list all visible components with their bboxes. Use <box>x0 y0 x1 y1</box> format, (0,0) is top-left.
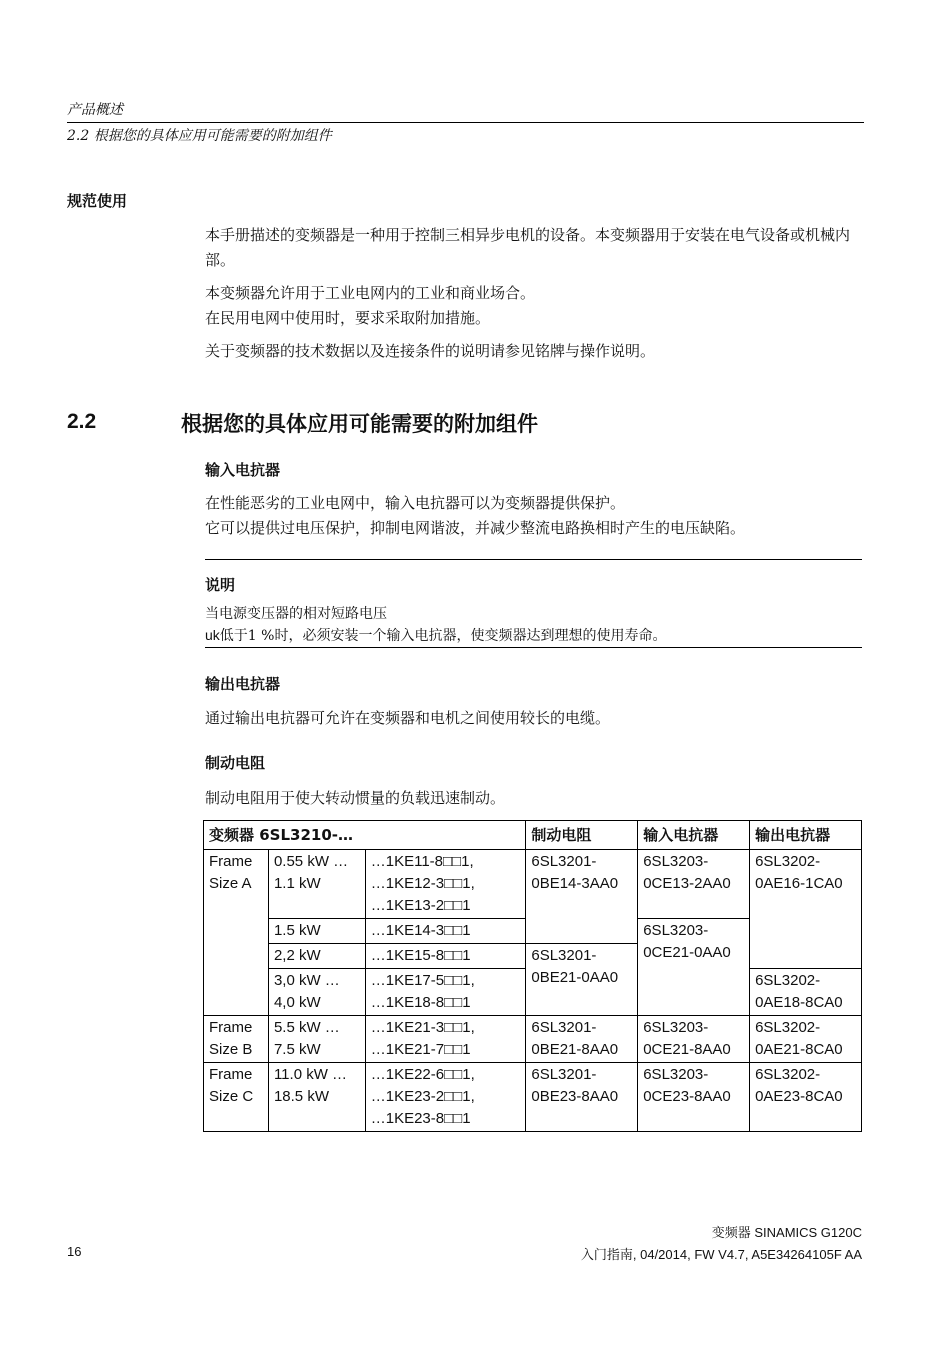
note-top-rule <box>205 559 862 560</box>
output-reactor-cell: 6SL3202- 0AE21-8CA0 <box>750 1016 862 1063</box>
note-line-1: 当电源变压器的相对短路电压 <box>205 606 387 622</box>
order-cell: …1KE22-6□□1, …1KE23-2□□1, …1KE23-8□□1 <box>365 1063 526 1132</box>
table-row <box>204 850 862 919</box>
input-reactor-line-1: 在性能恶劣的工业电网中，输入电抗器可以为变频器提供保护。 <box>205 494 626 512</box>
output-reactor-cell: 6SL3202- 0AE18-8CA0 <box>750 969 862 1016</box>
braking-resistor-heading: 制动电阻 <box>205 754 266 772</box>
section-number: 2.2 <box>67 410 97 433</box>
power-cell: 5.5 kW … 7.5 kW <box>268 1016 365 1063</box>
note-line-2-text: 低于1 %时，必须安装一个输入电抗器，使变频器达到理想的使用寿命。 <box>219 628 667 644</box>
output-reactor-heading: 输出电抗器 <box>205 675 281 693</box>
power-cell: 1.5 kW <box>268 919 365 944</box>
header-rule <box>67 122 864 123</box>
output-reactor-cell: 6SL3202- 0AE16-1CA0 <box>750 850 862 969</box>
input-reactor-cell: 6SL3203- 0CE21-0AA0 <box>638 919 750 1016</box>
frame-size-b: Frame Size B <box>204 1016 269 1063</box>
header-output-reactor: 输出电抗器 <box>750 821 862 850</box>
note-text <box>205 604 865 647</box>
input-reactor-cell: 6SL3203- 0CE23-8AA0 <box>638 1063 750 1132</box>
braking-resistor-text: 制动电阻用于使大转动惯量的负载迅速制动。 <box>205 789 506 807</box>
brake-cell: 6SL3201- 0BE21-0AA0 <box>526 944 638 1016</box>
footer-product: 变频器 SINAMICS G120C <box>711 1225 862 1240</box>
header-input-reactor: 输入电抗器 <box>638 821 750 850</box>
order-cell: …1KE11-8□□1, …1KE12-3□□1, …1KE13-2□□1 <box>365 850 526 919</box>
section-title: 根据您的具体应用可能需要的附加组件 <box>181 412 538 436</box>
power-cell: 0.55 kW … 1.1 kW <box>268 850 365 919</box>
note-symbol: uk <box>205 627 220 643</box>
header-braking-resistor: 制动电阻 <box>526 821 638 850</box>
footer-doc-info: 入门指南, 04/2014, FW V4.7, A5E34264105F AA <box>580 1247 862 1262</box>
order-cell: …1KE14-3□□1 <box>365 919 526 944</box>
note-line-2 <box>205 625 865 647</box>
input-reactor-line-2: 它可以提供过电压保护，抑制电网谐波，并减少整流电路换相时产生的电压缺陷。 <box>205 519 746 537</box>
proper-use-text <box>205 223 865 364</box>
input-reactor-text <box>205 491 865 541</box>
table-header-row <box>204 821 862 850</box>
output-reactor-text: 通过输出电抗器可允许在变频器和电机之间使用较长的电缆。 <box>205 709 611 727</box>
brake-cell: 6SL3201- 0BE21-8AA0 <box>526 1016 638 1063</box>
table-row <box>204 1016 862 1063</box>
power-cell: 3,0 kW … 4,0 kW <box>268 969 365 1016</box>
header-inverter: 变频器 6SL3210-… <box>204 821 526 850</box>
frame-size-a: Frame Size A <box>204 850 269 1016</box>
proper-use-para-4: 关于变频器的技术数据以及连接条件的说明请参见铭牌与操作说明。 <box>205 342 656 360</box>
proper-use-para-1: 本手册描述的变频器是一种用于控制三相异步电机的设备。本变频器用于安装在电气设备或机械内部。 <box>205 226 851 269</box>
input-reactor-heading: 输入电抗器 <box>205 461 281 479</box>
table-row <box>204 1063 862 1132</box>
page-number: 16 <box>67 1244 82 1259</box>
power-cell: 2,2 kW <box>268 944 365 969</box>
frame-size-c: Frame Size C <box>204 1063 269 1132</box>
proper-use-heading: 规范使用 <box>67 192 128 210</box>
proper-use-para-3: 在民用电网中使用时，要求采取附加措施。 <box>205 309 491 327</box>
order-cell: …1KE15-8□□1 <box>365 944 526 969</box>
order-cell: …1KE17-5□□1, …1KE18-8□□1 <box>365 969 526 1016</box>
input-reactor-cell: 6SL3203- 0CE13-2AA0 <box>638 850 750 919</box>
input-reactor-cell: 6SL3203- 0CE21-8AA0 <box>638 1016 750 1063</box>
proper-use-para-2: 本变频器允许用于工业电网内的工业和商业场合。 <box>205 284 536 302</box>
header-chapter: 产品概述 <box>67 102 123 118</box>
output-reactor-cell: 6SL3202- 0AE23-8CA0 <box>750 1063 862 1132</box>
components-table <box>203 820 862 1132</box>
order-cell: …1KE21-3□□1, …1KE21-7□□1 <box>365 1016 526 1063</box>
header-section: 2.2 根据您的具体应用可能需要的附加组件 <box>67 128 332 144</box>
power-cell: 11.0 kW … 18.5 kW <box>268 1063 365 1132</box>
brake-cell: 6SL3201- 0BE23-8AA0 <box>526 1063 638 1132</box>
brake-cell: 6SL3201- 0BE14-3AA0 <box>526 850 638 944</box>
note-bottom-rule <box>205 647 862 648</box>
note-heading: 说明 <box>205 576 236 594</box>
